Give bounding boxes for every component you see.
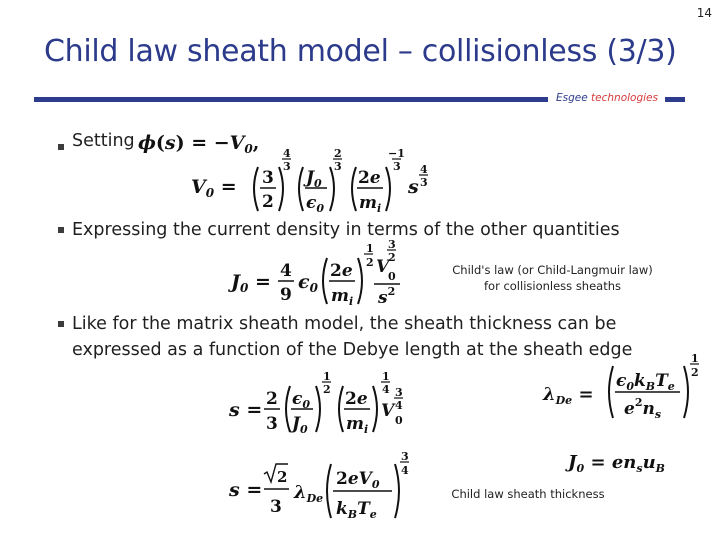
svg-text:3: 3 <box>266 414 278 434</box>
svg-text:4: 4 <box>283 147 291 160</box>
svg-text:V0 =: $V_0$ = <box>191 176 237 200</box>
equation-sheath-thickness <box>226 446 426 526</box>
equation-s <box>226 368 426 442</box>
svg-text:3: 3 <box>420 176 428 189</box>
svg-text:3: 3 <box>262 168 274 188</box>
svg-text:s =: s = <box>229 479 263 501</box>
svg-text:3: 3 <box>393 160 401 173</box>
svg-text:ϵ0kBTe: $\epsilon_0k_BT_e$ <box>616 371 675 393</box>
svg-text:3: 3 <box>395 386 403 399</box>
page-number: 14 <box>696 6 712 20</box>
svg-text:ϕ(s) = −V0,: $\phi(s) = -V_0$, <box>138 132 260 156</box>
svg-text:mi: $m_i$ <box>346 414 369 436</box>
svg-text:2: 2 <box>323 383 331 396</box>
svg-text:ϵ0: $\epsilon_0$ <box>292 389 311 411</box>
svg-text:λDe =: $\lambda_{De}$ = <box>543 384 594 407</box>
svg-text:2: 2 <box>277 468 288 486</box>
svg-text:2: 2 <box>334 147 342 160</box>
svg-text:3: 3 <box>334 160 342 173</box>
svg-text:2: 2 <box>266 389 278 409</box>
bullet-debye-line2: expressed as a function of the Debye length at the sheath edge <box>72 340 633 360</box>
equation-debye-length <box>540 348 705 424</box>
svg-text:4: 4 <box>395 399 403 412</box>
svg-text:4: 4 <box>280 261 292 281</box>
bullet-current-density: Expressing the current density in terms of the other quantities <box>72 220 620 240</box>
title-rule <box>34 97 548 102</box>
title-rule-end <box>665 97 685 102</box>
svg-text:λDe: $\lambda_{De}$ <box>294 482 324 505</box>
svg-text:4: 4 <box>420 163 428 176</box>
bullet-marker <box>58 227 64 233</box>
svg-text:1: 1 <box>382 370 390 383</box>
svg-text:2e: 2e <box>358 168 381 188</box>
svg-text:2: 2 <box>691 366 699 379</box>
equation-v0 <box>188 145 448 221</box>
svg-text:J0 = ensuB: $J_0 = en_su_B$ <box>568 452 665 475</box>
svg-text:s2: $s^2$ <box>378 285 396 308</box>
svg-text:2eV0: $2eV_0$ <box>336 469 380 491</box>
svg-text:4: 4 <box>401 464 409 477</box>
brand-logo: Esgee technologies <box>556 92 658 104</box>
svg-text:3: 3 <box>283 160 291 173</box>
svg-text:kBTe: $k_BT_e$ <box>336 499 377 521</box>
svg-text:s =: s = <box>229 399 263 421</box>
bullet-debye-line1: Like for the matrix sheath model, the sheath thickness can be <box>72 314 617 334</box>
svg-text:e2ns: $e^2n_s$ <box>624 396 662 421</box>
svg-text:1: 1 <box>323 370 331 383</box>
childs-law-note: Child's law (or Child-Langmuir law) for collisionless sheaths <box>452 263 653 293</box>
bullet-marker <box>58 321 64 327</box>
svg-text:V: V <box>381 401 395 421</box>
bullet-marker <box>58 144 64 150</box>
svg-text:3: 3 <box>401 450 409 463</box>
svg-text:9: 9 <box>280 285 292 305</box>
svg-text:0: 0 <box>395 414 403 427</box>
svg-text:2e: 2e <box>330 261 353 281</box>
slide-title: Child law sheath model – collisionless (3/3) <box>44 34 677 69</box>
svg-text:s: s <box>408 176 419 198</box>
svg-text:2: 2 <box>262 192 274 212</box>
svg-text:2: 2 <box>366 256 374 269</box>
svg-text:2e: 2e <box>345 389 368 409</box>
svg-text:ϵ0: $\epsilon_0$ <box>298 271 318 295</box>
svg-text:1: 1 <box>691 352 699 365</box>
svg-text:ϵ0: $\epsilon_0$ <box>306 193 325 215</box>
svg-text:3: 3 <box>388 238 396 251</box>
equation-bohm-flux <box>565 446 685 476</box>
svg-text:mi: $m_i$ <box>359 193 382 215</box>
svg-text:J0 =: $J_0$ = <box>231 271 271 295</box>
svg-text:−1: −1 <box>388 147 405 160</box>
svg-text:V: V <box>376 257 390 277</box>
svg-text:2: 2 <box>388 251 396 264</box>
svg-text:3: 3 <box>270 497 282 517</box>
svg-text:J0: $J_0$ <box>306 168 322 190</box>
thickness-note: Child law sheath thickness <box>451 487 605 501</box>
equation-j0 <box>228 236 428 308</box>
svg-text:4: 4 <box>382 383 390 396</box>
svg-text:J0: $J_0$ <box>292 414 308 436</box>
svg-text:1: 1 <box>366 242 374 255</box>
bullet-setting: Setting <box>72 131 135 151</box>
svg-text:mi: $m_i$ <box>331 286 354 308</box>
svg-text:0: 0 <box>388 270 396 283</box>
